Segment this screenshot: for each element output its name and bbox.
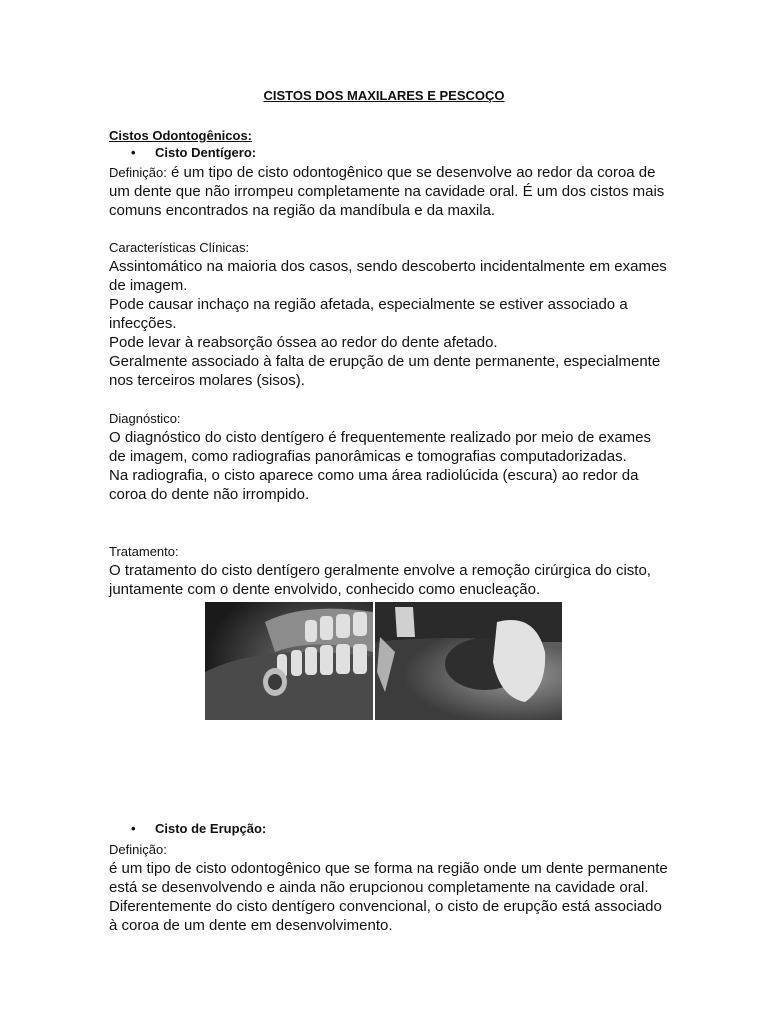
clinical-label: Características Clínicas:: [109, 240, 250, 255]
panoramic-xray-image: [205, 602, 373, 720]
clinical-line: Assintomático na maioria dos casos, sendo descoberto incidentalmente em exames de imagem.: [109, 258, 667, 294]
treatment-label: Tratamento:: [109, 544, 179, 559]
clinical-line: Geralmente associado à falta de erupção de um dente permanente, especialmente nos terceiros molares (sisos).: [109, 353, 661, 389]
diagnosis-label: Diagnóstico:: [109, 411, 181, 426]
cyst-name: Cisto Dentígero:: [155, 145, 257, 160]
definition-label: Definição:: [109, 165, 167, 180]
diagnosis-line: Na radiografia, o cisto aparece como uma área radiolúcida (escura) ao redor da coroa do dente não irrompido.: [109, 467, 639, 503]
bullet-icon: •: [131, 145, 136, 160]
clinical-line: Pode causar inchaço na região afetada, especialmente se estiver associado a infecções.: [109, 296, 628, 332]
treatment-text: O tratamento do cisto dentígero geralmente envolve a remoção cirúrgica do cisto, juntamente com o dente envolvido, conhecido como enucleação.: [109, 562, 651, 598]
clinical-list: [109, 257, 669, 390]
bullet-icon: •: [131, 821, 136, 836]
section-heading: Cistos Odontogênicos:: [109, 128, 252, 143]
definition-text: é um tipo de cisto odontogênico que se forma na região onde um dente permanente está se desenvolvendo e ainda não erupcionou completamente na cavidade oral. Diferentemente do cisto dentígero convencional, o cisto de erupção está associado à coroa de um dente em desenvolvimento.: [109, 860, 668, 934]
bullet-cisto-erupcao: [131, 821, 266, 836]
diagnosis-line: O diagnóstico do cisto dentígero é frequentemente realizado por meio de exames de imagem, como radiografias panorâmicas e tomografias computadorizadas.: [109, 429, 651, 465]
definition-paragraph: [109, 163, 669, 220]
document-title: CISTOS DOS MAXILARES E PESCOÇO: [263, 88, 505, 103]
cyst-name: Cisto de Erupção:: [155, 821, 267, 836]
clinical-line: Pode levar à reabsorção óssea ao redor do dente afetado.: [109, 334, 498, 351]
diagnosis-list: [109, 428, 669, 504]
definition-label: Definição:: [109, 842, 167, 857]
bullet-cisto-dentigero: [131, 145, 256, 160]
periapical-xray-image: [375, 602, 562, 720]
definition-text: é um tipo de cisto odontogênico que se desenvolve ao redor da coroa de um dente que não irrompeu completamente na cavidade oral. É um dos cistos mais comuns encontrados na região da mandíbula e da maxila.: [109, 164, 665, 219]
